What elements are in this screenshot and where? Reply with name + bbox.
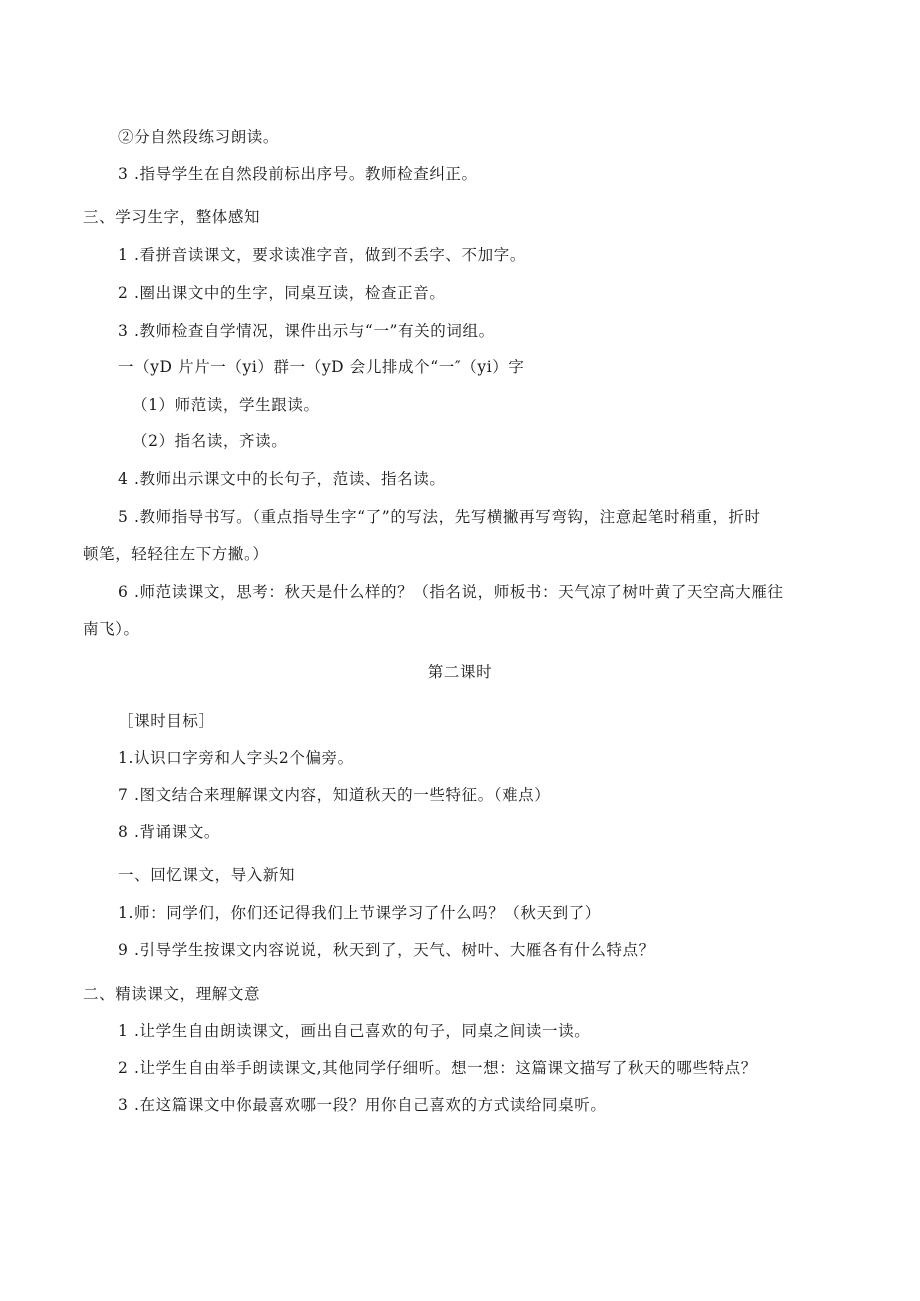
text-line: （1）师范读，学生跟读。	[132, 396, 320, 414]
section-heading: ［课时目标］	[118, 712, 215, 730]
text-line: 顿笔，轻轻往左下方撇。）	[83, 545, 269, 563]
text-line: 5 .教师指导书写。（重点指导生字“了”的写法，先写横撇再写弯钩，注意起笔时稍重，折时	[118, 508, 761, 526]
section-heading: 三、学习生字，整体感知	[83, 208, 261, 226]
text-line: ②分自然段练习朗读。	[118, 128, 280, 146]
text-line: 一（yD 片片一（yi）群一（yD 会儿排成个“一″（yi）字	[118, 358, 525, 376]
text-line: 9 .引导学生按课文内容说说，秋天到了，天气、树叶、大雁各有什么特点？	[118, 941, 655, 959]
text-line: 1 .看拼音读课文，要求读准字音，做到不丢字、不加字。	[118, 246, 526, 264]
text-line: 南飞）。	[83, 620, 140, 638]
text-line: 3 .教师检查自学情况，课件出示与“一”有关的词组。	[118, 322, 495, 340]
text-line: 7 .图文结合来理解课文内容，知道秋天的一些特征。（难点）	[118, 786, 551, 804]
text-line: 4 .教师出示课文中的长句子，范读、指名读。	[118, 470, 446, 488]
text-line: 6 .师范读课文，思考：秋天是什么样的？（指名说，师板书：天气凉了树叶黄了天空高大雁往	[118, 583, 784, 601]
text-line: 1 .让学生自由朗读课文，画出自己喜欢的句子，同桌之间读一读。	[118, 1022, 591, 1040]
text-line: （2）指名读，齐读。	[132, 432, 288, 450]
text-line: 1.认识口字旁和人字头2个偏旁。	[118, 749, 354, 767]
text-line: 2 .圈出课文中的生字，同桌互读，检查正音。	[118, 284, 446, 302]
text-line: 3 .指导学生在自然段前标出序号。教师检查纠正。	[118, 165, 478, 183]
text-line: 3 .在这篇课文中你最喜欢哪一段？用你自己喜欢的方式读给同桌听。	[118, 1096, 607, 1114]
section-heading: 二、精读课文，理解文意	[83, 985, 261, 1003]
text-line: 2 .让学生自由举手朗读课文,其他同学仔细听。想一想：这篇课文描写了秋天的哪些特点？	[118, 1059, 757, 1077]
text-line: 8 .背诵课文。	[118, 823, 221, 841]
section-heading: 一、回忆课文，导入新知	[118, 866, 296, 884]
text-line: 1.师：同学们，你们还记得我们上节课学习了什么吗？（秋天到了）	[118, 904, 601, 922]
lesson-title: 第二课时	[427, 663, 493, 681]
